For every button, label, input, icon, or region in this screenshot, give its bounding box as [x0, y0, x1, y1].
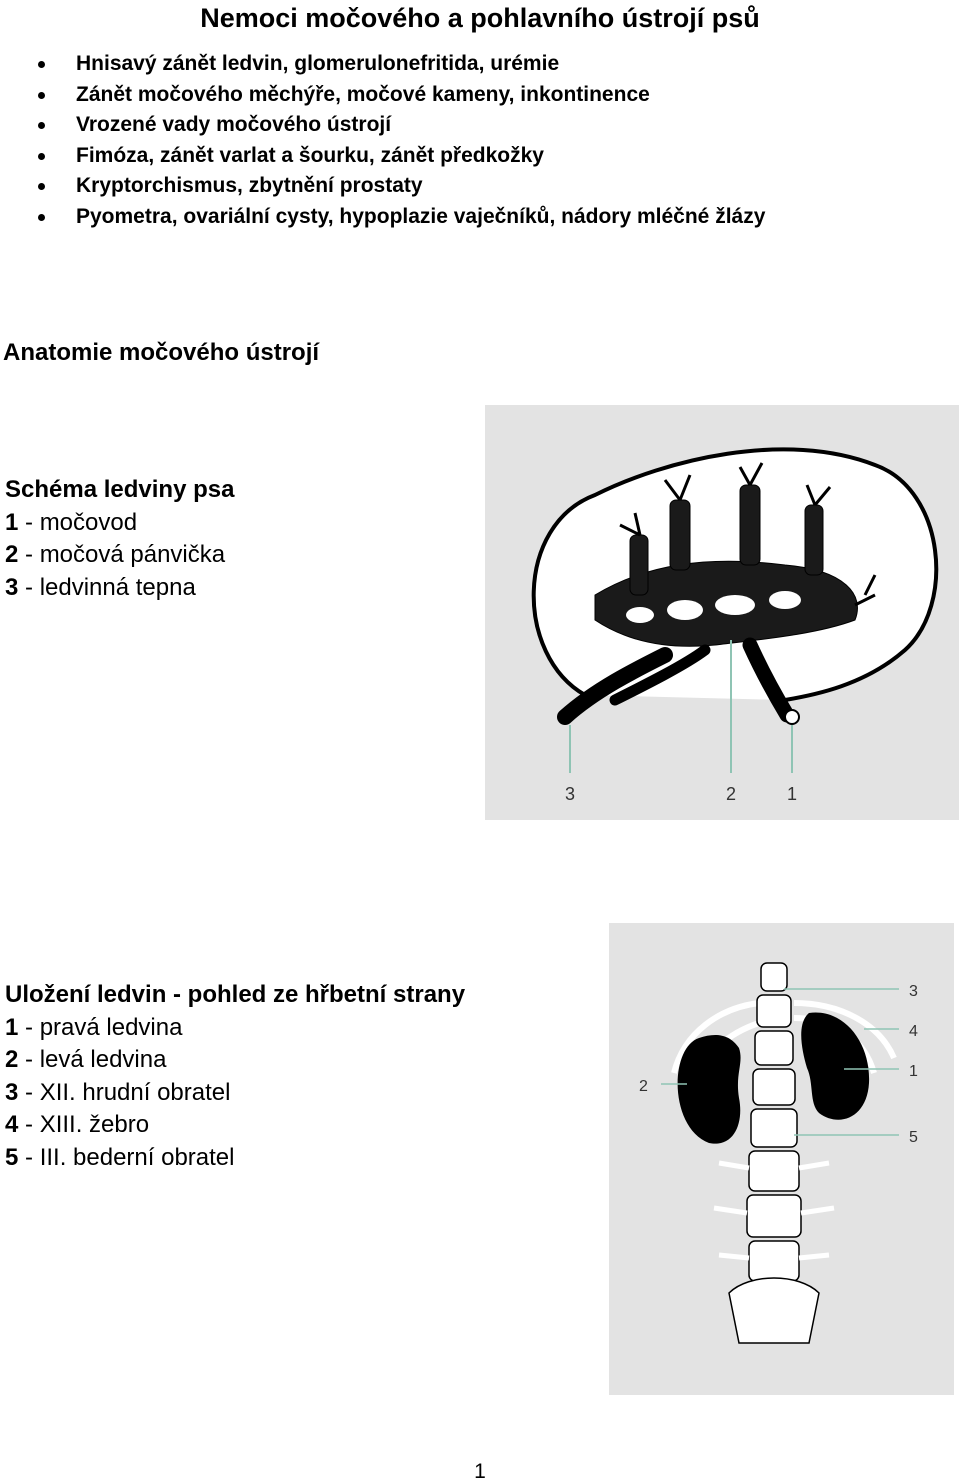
- legend-title: Uložení ledvin - pohled ze hřbetní strany: [5, 981, 466, 1008]
- bullet-icon: [38, 122, 45, 129]
- list-item-text: Hnisavý zánět ledvin, glomerulonefritida, urémie: [76, 52, 560, 75]
- legend-item: 2 - močová pánvička: [5, 541, 226, 568]
- list-item-text: Pyometra, ovariální cysty, hypoplazie vaječníků, nádory mléčné žlázy: [76, 204, 766, 228]
- list-item: [0, 110, 765, 141]
- list-item: [0, 141, 765, 172]
- bullet-icon: [38, 92, 45, 99]
- label-1: 1: [909, 1063, 918, 1080]
- legend-title: Schéma ledviny psa: [5, 476, 235, 503]
- label-4: 4: [909, 1023, 918, 1040]
- legend-item: 2 - levá ledvina: [5, 1046, 167, 1073]
- label-2: 2: [725, 784, 737, 804]
- kidney-position-legend: [5, 979, 465, 1174]
- right-kidney: [801, 1013, 869, 1120]
- label-1: 1: [786, 784, 798, 804]
- spine-drawing: [609, 923, 954, 1395]
- page-number: 1: [474, 1460, 486, 1483]
- list-item-text: Kryptorchismus, zbytnění prostaty: [76, 174, 423, 197]
- list-item-text: Fimóza, zánět varlat a šourku, zánět předkožky: [76, 143, 544, 167]
- bullet-icon: [38, 183, 45, 190]
- legend-item: 3 - ledvinná tepna: [5, 573, 196, 601]
- label-3: 3: [909, 983, 918, 1000]
- kidney-schema-legend: [5, 474, 234, 604]
- list-item-text: Vrozené vady močového ústrojí: [76, 113, 392, 136]
- section-heading: Anatomie močového ústrojí: [3, 339, 320, 366]
- disease-list: [0, 49, 765, 232]
- kidney-schema-figure: [485, 405, 959, 820]
- label-2: 2: [639, 1078, 648, 1095]
- legend-item: 5 - III. bederní obratel: [5, 1143, 235, 1171]
- list-item: [0, 49, 765, 80]
- legend-item: 1 - pravá ledvina: [5, 1013, 183, 1041]
- ureter-end: [785, 710, 799, 724]
- list-item-text: Zánět močového měchýře, močové kameny, inkontinence: [76, 82, 650, 106]
- kidney-drawing: [485, 405, 959, 820]
- bullet-icon: [38, 153, 45, 160]
- bullet-icon: [38, 214, 45, 221]
- kidney-position-figure: [609, 923, 954, 1395]
- page-title: Nemoci močového a pohlavního ústrojí psů: [200, 3, 760, 33]
- legend-item: 3 - XII. hrudní obratel: [5, 1078, 231, 1106]
- legend-item: 1 - močovod: [5, 508, 138, 536]
- list-item: [0, 80, 765, 111]
- label-5: 5: [909, 1129, 918, 1146]
- label-3: 3: [564, 784, 576, 804]
- left-kidney: [678, 1035, 741, 1144]
- list-item: [0, 171, 765, 202]
- legend-item: 4 - XIII. žebro: [5, 1111, 150, 1138]
- bullet-icon: [38, 61, 45, 68]
- list-item: [0, 202, 765, 233]
